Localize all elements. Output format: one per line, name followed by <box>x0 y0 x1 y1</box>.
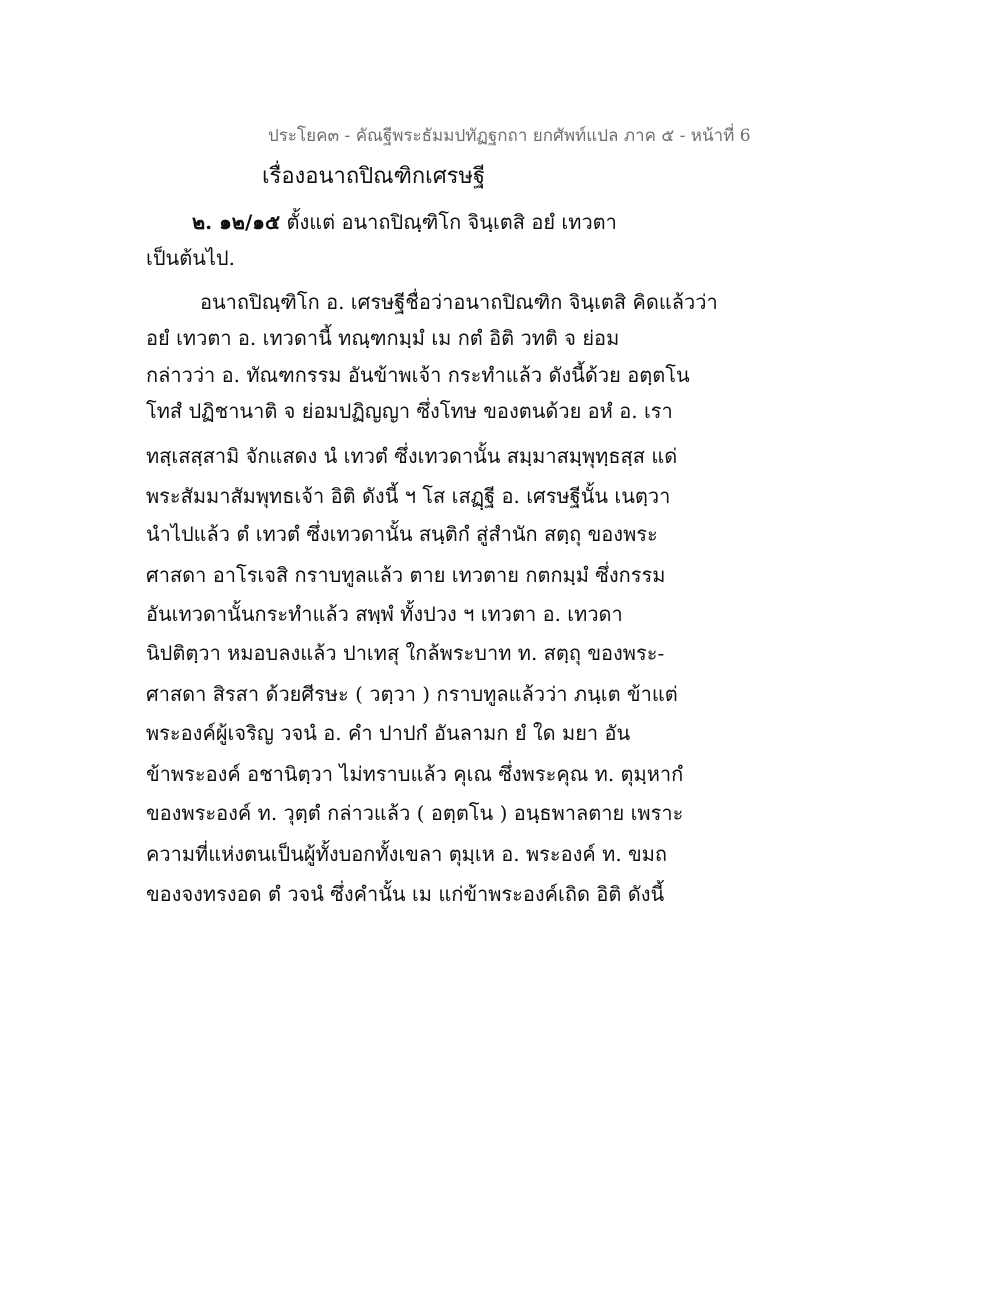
running-header: ประโยค๓ - คัณฐีพระธัมมปทัฏฐกถา ยกศัพท์แปล ภาค ๕ - หน้าที่ 6 <box>268 126 751 146</box>
body-line: พระสัมมาสัมพุทธเจ้า อิติ ดังนี้ ฯ โส เสฏฺฐี อ. เศรษฐีนั้น เนตฺวา <box>146 484 671 508</box>
body-line: อนาถปิณฺฑิโก อ. เศรษฐีชื่อว่าอนาถปิณฑิก จินฺเตสิ คิดแล้วว่า <box>200 290 718 314</box>
body-line: พระองค์ผู้เจริญ วจนํ อ. คำ ปาปกํ อันลามก ยํ ใด มยา อัน <box>146 721 631 745</box>
body-line: อันเทวดานั้นกระทำแล้ว สพฺพํ ทั้งปวง ฯ เทวตา อ. เทวดา <box>146 602 623 626</box>
body-line: อยํ เทวตา อ. เทวดานี้ ทณฺฑกมฺมํ เม กตํ อิติ วทติ จ ย่อม <box>146 326 620 350</box>
section-reference <box>192 206 617 238</box>
body-line: ทสฺเสสฺสามิ จักแสดง นํ เทวตํ ซึ่งเทวดานั้น สมฺมาสมฺพุทฺธสฺส แด่ <box>146 444 678 468</box>
section-reference-continued: เป็นต้นไป. <box>146 246 235 270</box>
body-line: โทสํ ปฏิชานาติ จ ย่อมปฏิญญา ซึ่งโทษ ของตนด้วย อหํ อ. เรา <box>146 399 673 423</box>
body-line: ศาสดา อาโรเจสิ กราบทูลแล้ว ตาย เทวตาย กตกมฺมํ ซึ่งกรรม <box>146 563 666 587</box>
body-line: ความที่แห่งตนเป็นผู้ทั้งบอกทั้งเขลา ตุมฺเห อ. พระองค์ ท. ขมถ <box>146 842 668 866</box>
body-line: นำไปแล้ว ตํ เทวตํ ซึ่งเทวดานั้น สนฺติกํ สู่สำนัก สตฺถุ ของพระ <box>146 522 658 546</box>
body-line: ข้าพระองค์ อชานิตฺวา ไม่ทราบแล้ว คุเณ ซึ่งพระคุณ ท. ตุมฺหากํ <box>146 762 684 786</box>
section-number: ๒. ๑๒/๑๕ <box>192 210 281 234</box>
body-line: ของพระองค์ ท. วุตฺตํ กล่าวแล้ว ( อตฺตโน ) อนฺธพาลตาย เพราะ <box>146 801 684 825</box>
body-line: ของจงทรงอด ตํ วจนํ ซึ่งคำนั้น เม แก่ข้าพระองค์เถิด อิติ ดังนี้ <box>146 882 665 906</box>
body-line: กล่าวว่า อ. ทัณฑกรรม อันข้าพเจ้า กระทำแล้ว ดังนี้ด้วย อตฺตโน <box>146 363 690 387</box>
body-line: ศาสดา สิรสา ด้วยศีรษะ ( วตฺวา ) กราบทูลแล้วว่า ภนฺเต ข้าแต่ <box>146 682 678 706</box>
section-reference-text: ตั้งแต่ อนาถปิณฺฑิโก จินฺเตสิ อยํ เทวตา <box>280 210 617 234</box>
body-line: นิปติตฺวา หมอบลงแล้ว ปาเทสุ ใกล้พระบาท ท. สตฺถุ ของพระ- <box>146 641 665 665</box>
story-title: เรื่องอนาถปิณฑิกเศรษฐี <box>262 164 486 189</box>
